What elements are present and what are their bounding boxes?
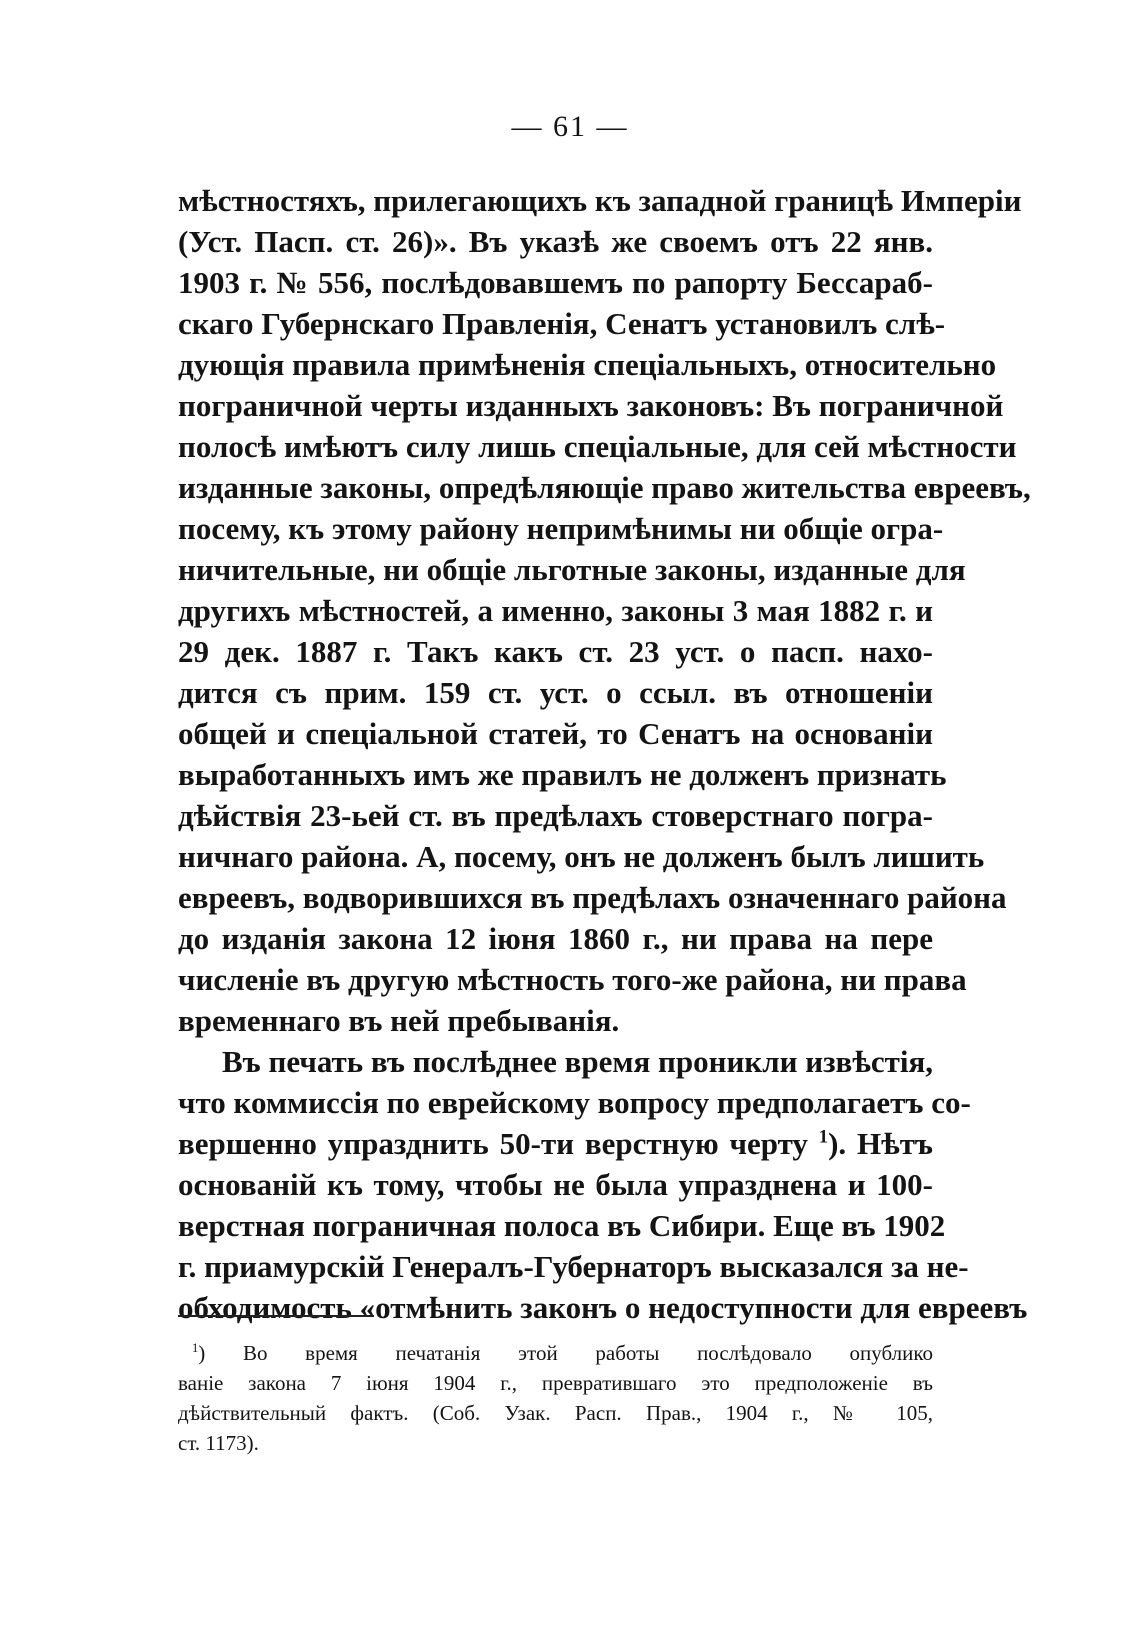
text-line: численіе въ другую мѣстность того-же района, ни права bbox=[178, 962, 967, 997]
text-line: дѣйствія 23-ьей ст. въ предѣлахъ стоверстнаго погра- bbox=[178, 798, 933, 833]
text-line: евреевъ, водворившихся въ предѣлахъ означеннаго района bbox=[178, 880, 1007, 915]
text-line: посему, къ этому району непримѣнимы ни общіе огра- bbox=[178, 511, 944, 546]
text-line: общей и спеціальной статей, то Сенатъ на основаніи bbox=[178, 716, 933, 751]
text-line: 29 дек. 1887 г. Такъ какъ ст. 23 уст. о пасп. нахо- bbox=[178, 634, 933, 669]
text-segment: вершенно упразднить 50-ти верстную черту bbox=[178, 1126, 808, 1161]
text-segment: ) Во время печатанія этой работы послѣдовало опублико bbox=[198, 1341, 933, 1365]
text-line: пограничной черты изданныхъ законовъ: Въ пограничной bbox=[178, 388, 1004, 423]
text-line: г. приамурскій Генералъ-Губернаторъ высказался за не- bbox=[178, 1249, 969, 1284]
text-line: до изданія закона 12 іюня 1860 г., ни права на пере bbox=[178, 921, 933, 956]
footnote-line: ваніе закона 7 іюня 1904 г., превратившаго это предположеніе въ bbox=[178, 1371, 933, 1395]
text-line: скаго Губернскаго Правленія, Сенатъ установилъ слѣ- bbox=[178, 306, 946, 341]
footnote-line bbox=[178, 1338, 933, 1368]
text-line: дится съ прим. 159 ст. уст. о ссыл. въ отношеніи bbox=[178, 675, 933, 710]
footnote-divider bbox=[178, 1315, 374, 1317]
page-number: — 61 — bbox=[511, 110, 629, 143]
text-line: выработанныхъ имъ же правилъ не долженъ признать bbox=[178, 757, 947, 792]
footnote bbox=[178, 1338, 933, 1458]
text-line: обходимость «отмѣнить законъ о недоступности для евреевъ bbox=[178, 1290, 1028, 1325]
text-segment: ). Нѣтъ bbox=[828, 1126, 934, 1161]
text-line: дующія правила примѣненія спеціальныхъ, относительно bbox=[178, 347, 997, 382]
text-line: полосѣ имѣютъ силу лишь спеціальные, для сей мѣстности bbox=[178, 429, 1017, 464]
text-line: временнаго въ ней пребыванія. bbox=[178, 1003, 620, 1038]
footnote-reference: 1 bbox=[818, 1126, 829, 1148]
text-line: Въ печать въ послѣднее время проникли извѣстія, bbox=[222, 1044, 933, 1079]
text-line: что коммиссія по еврейскому вопросу предполагаетъ со- bbox=[178, 1085, 971, 1120]
main-text bbox=[178, 180, 1031, 1328]
footnote-marker: 1 bbox=[192, 1341, 199, 1355]
text-line: 1903 г. № 556, послѣдовавшемъ по рапорту Бессараб- bbox=[178, 265, 933, 300]
text-line: мѣстностяхъ, прилегающихъ къ западной границѣ Имперіи bbox=[178, 183, 1022, 218]
text-line: другихъ мѣстностей, а именно, законы 3 мая 1882 г. и bbox=[178, 593, 933, 628]
text-line: ничительные, ни общіе льготные законы, изданные для bbox=[178, 552, 966, 587]
text-line bbox=[178, 1123, 933, 1164]
text-line: ничнаго района. А, посему, онъ не долженъ былъ лишить bbox=[178, 839, 985, 874]
footnote-line: дѣйствительный фактъ. (Соб. Узак. Расп. Прав., 1904 г., № 105, bbox=[178, 1401, 933, 1425]
text-line: верстная пограничная полоса въ Сибири. Еще въ 1902 bbox=[178, 1208, 946, 1243]
text-line: изданные законы, опредѣляющіе право жительства евреевъ, bbox=[178, 470, 1031, 505]
text-line: основаній къ тому, чтобы не была упразднена и 100- bbox=[178, 1167, 933, 1202]
footnote-line: ст. 1173). bbox=[178, 1431, 259, 1455]
text-line: (Уст. Пасп. ст. 26)». Въ указѣ же своемъ отъ 22 янв. bbox=[178, 224, 933, 259]
